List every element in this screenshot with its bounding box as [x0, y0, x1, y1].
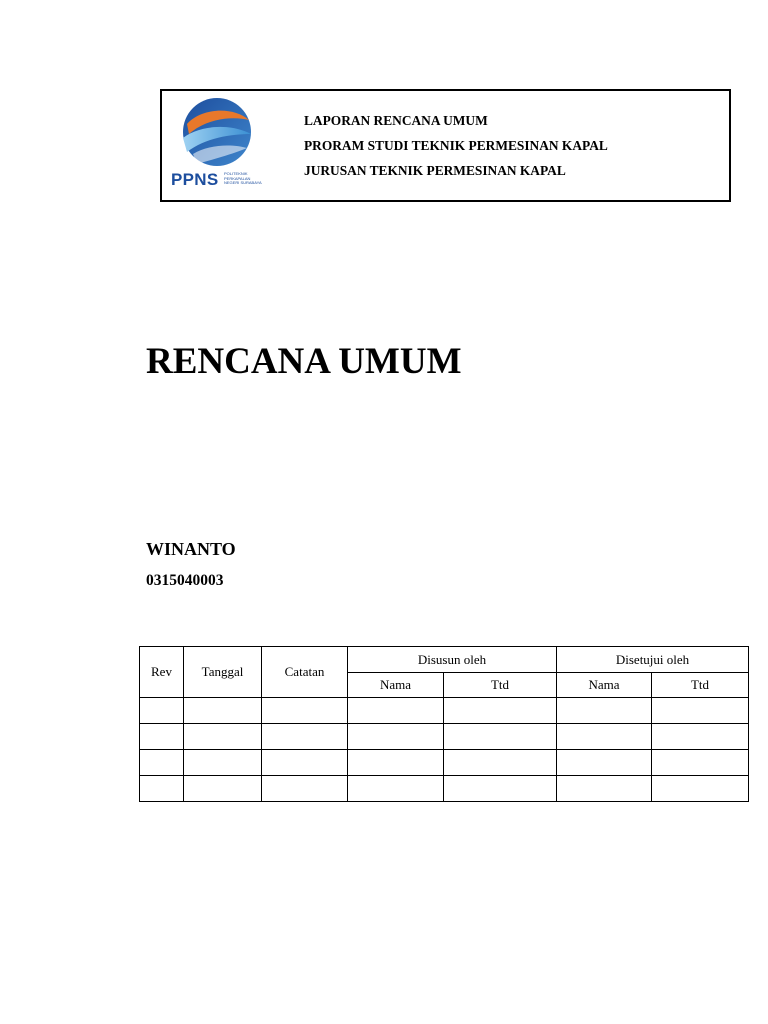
table-cell — [652, 698, 749, 724]
table-cell — [140, 750, 184, 776]
table-cell — [444, 750, 557, 776]
header-line-department: JURUSAN TEKNIK PERMESINAN KAPAL — [304, 163, 566, 178]
header-date: Tanggal — [184, 647, 262, 698]
header-prepared-name: Nama — [348, 673, 444, 698]
table-cell — [652, 750, 749, 776]
table-cell — [348, 698, 444, 724]
header-line-program: PRORAM STUDI TEKNIK PERMESINAN KAPAL — [304, 138, 608, 153]
revision-table — [139, 646, 749, 802]
author-id: 0315040003 — [146, 572, 224, 589]
table-row — [140, 776, 749, 802]
table-cell — [348, 750, 444, 776]
header-prepared-signature: Ttd — [444, 673, 557, 698]
header-approved-by: Disetujui oleh — [557, 647, 749, 673]
header-text — [304, 108, 608, 183]
document-header — [160, 89, 731, 202]
table-cell — [140, 776, 184, 802]
table-cell — [348, 776, 444, 802]
table-cell — [444, 776, 557, 802]
document-title: RENCANA UMUM — [146, 341, 462, 382]
table-cell — [557, 724, 652, 750]
header-prepared-by: Disusun oleh — [348, 647, 557, 673]
table-cell — [557, 776, 652, 802]
header-approved-name: Nama — [557, 673, 652, 698]
table-cell — [557, 698, 652, 724]
header-line-report: LAPORAN RENCANA UMUM — [304, 113, 488, 128]
table-cell — [557, 750, 652, 776]
table-cell — [262, 776, 348, 802]
table-cell — [184, 750, 262, 776]
table-cell — [444, 724, 557, 750]
table-row — [140, 698, 749, 724]
table-row — [140, 750, 749, 776]
table-cell — [262, 698, 348, 724]
header-approved-signature: Ttd — [652, 673, 749, 698]
table-cell — [184, 776, 262, 802]
logo-wordmark: PPNS — [171, 170, 219, 189]
table-row — [140, 724, 749, 750]
header-rev: Rev — [140, 647, 184, 698]
table-cell — [652, 724, 749, 750]
table-cell — [652, 776, 749, 802]
table-cell — [348, 724, 444, 750]
table-cell — [444, 698, 557, 724]
table-cell — [184, 698, 262, 724]
author-name: WINANTO — [146, 539, 236, 559]
table-cell — [184, 724, 262, 750]
logo-subtitle: POLITEKNIK PERKAPALAN NEGERI SURABAYA — [224, 171, 262, 185]
table-cell — [140, 698, 184, 724]
table-cell — [262, 724, 348, 750]
header-notes: Catatan — [262, 647, 348, 698]
table-cell — [140, 724, 184, 750]
table-cell — [262, 750, 348, 776]
